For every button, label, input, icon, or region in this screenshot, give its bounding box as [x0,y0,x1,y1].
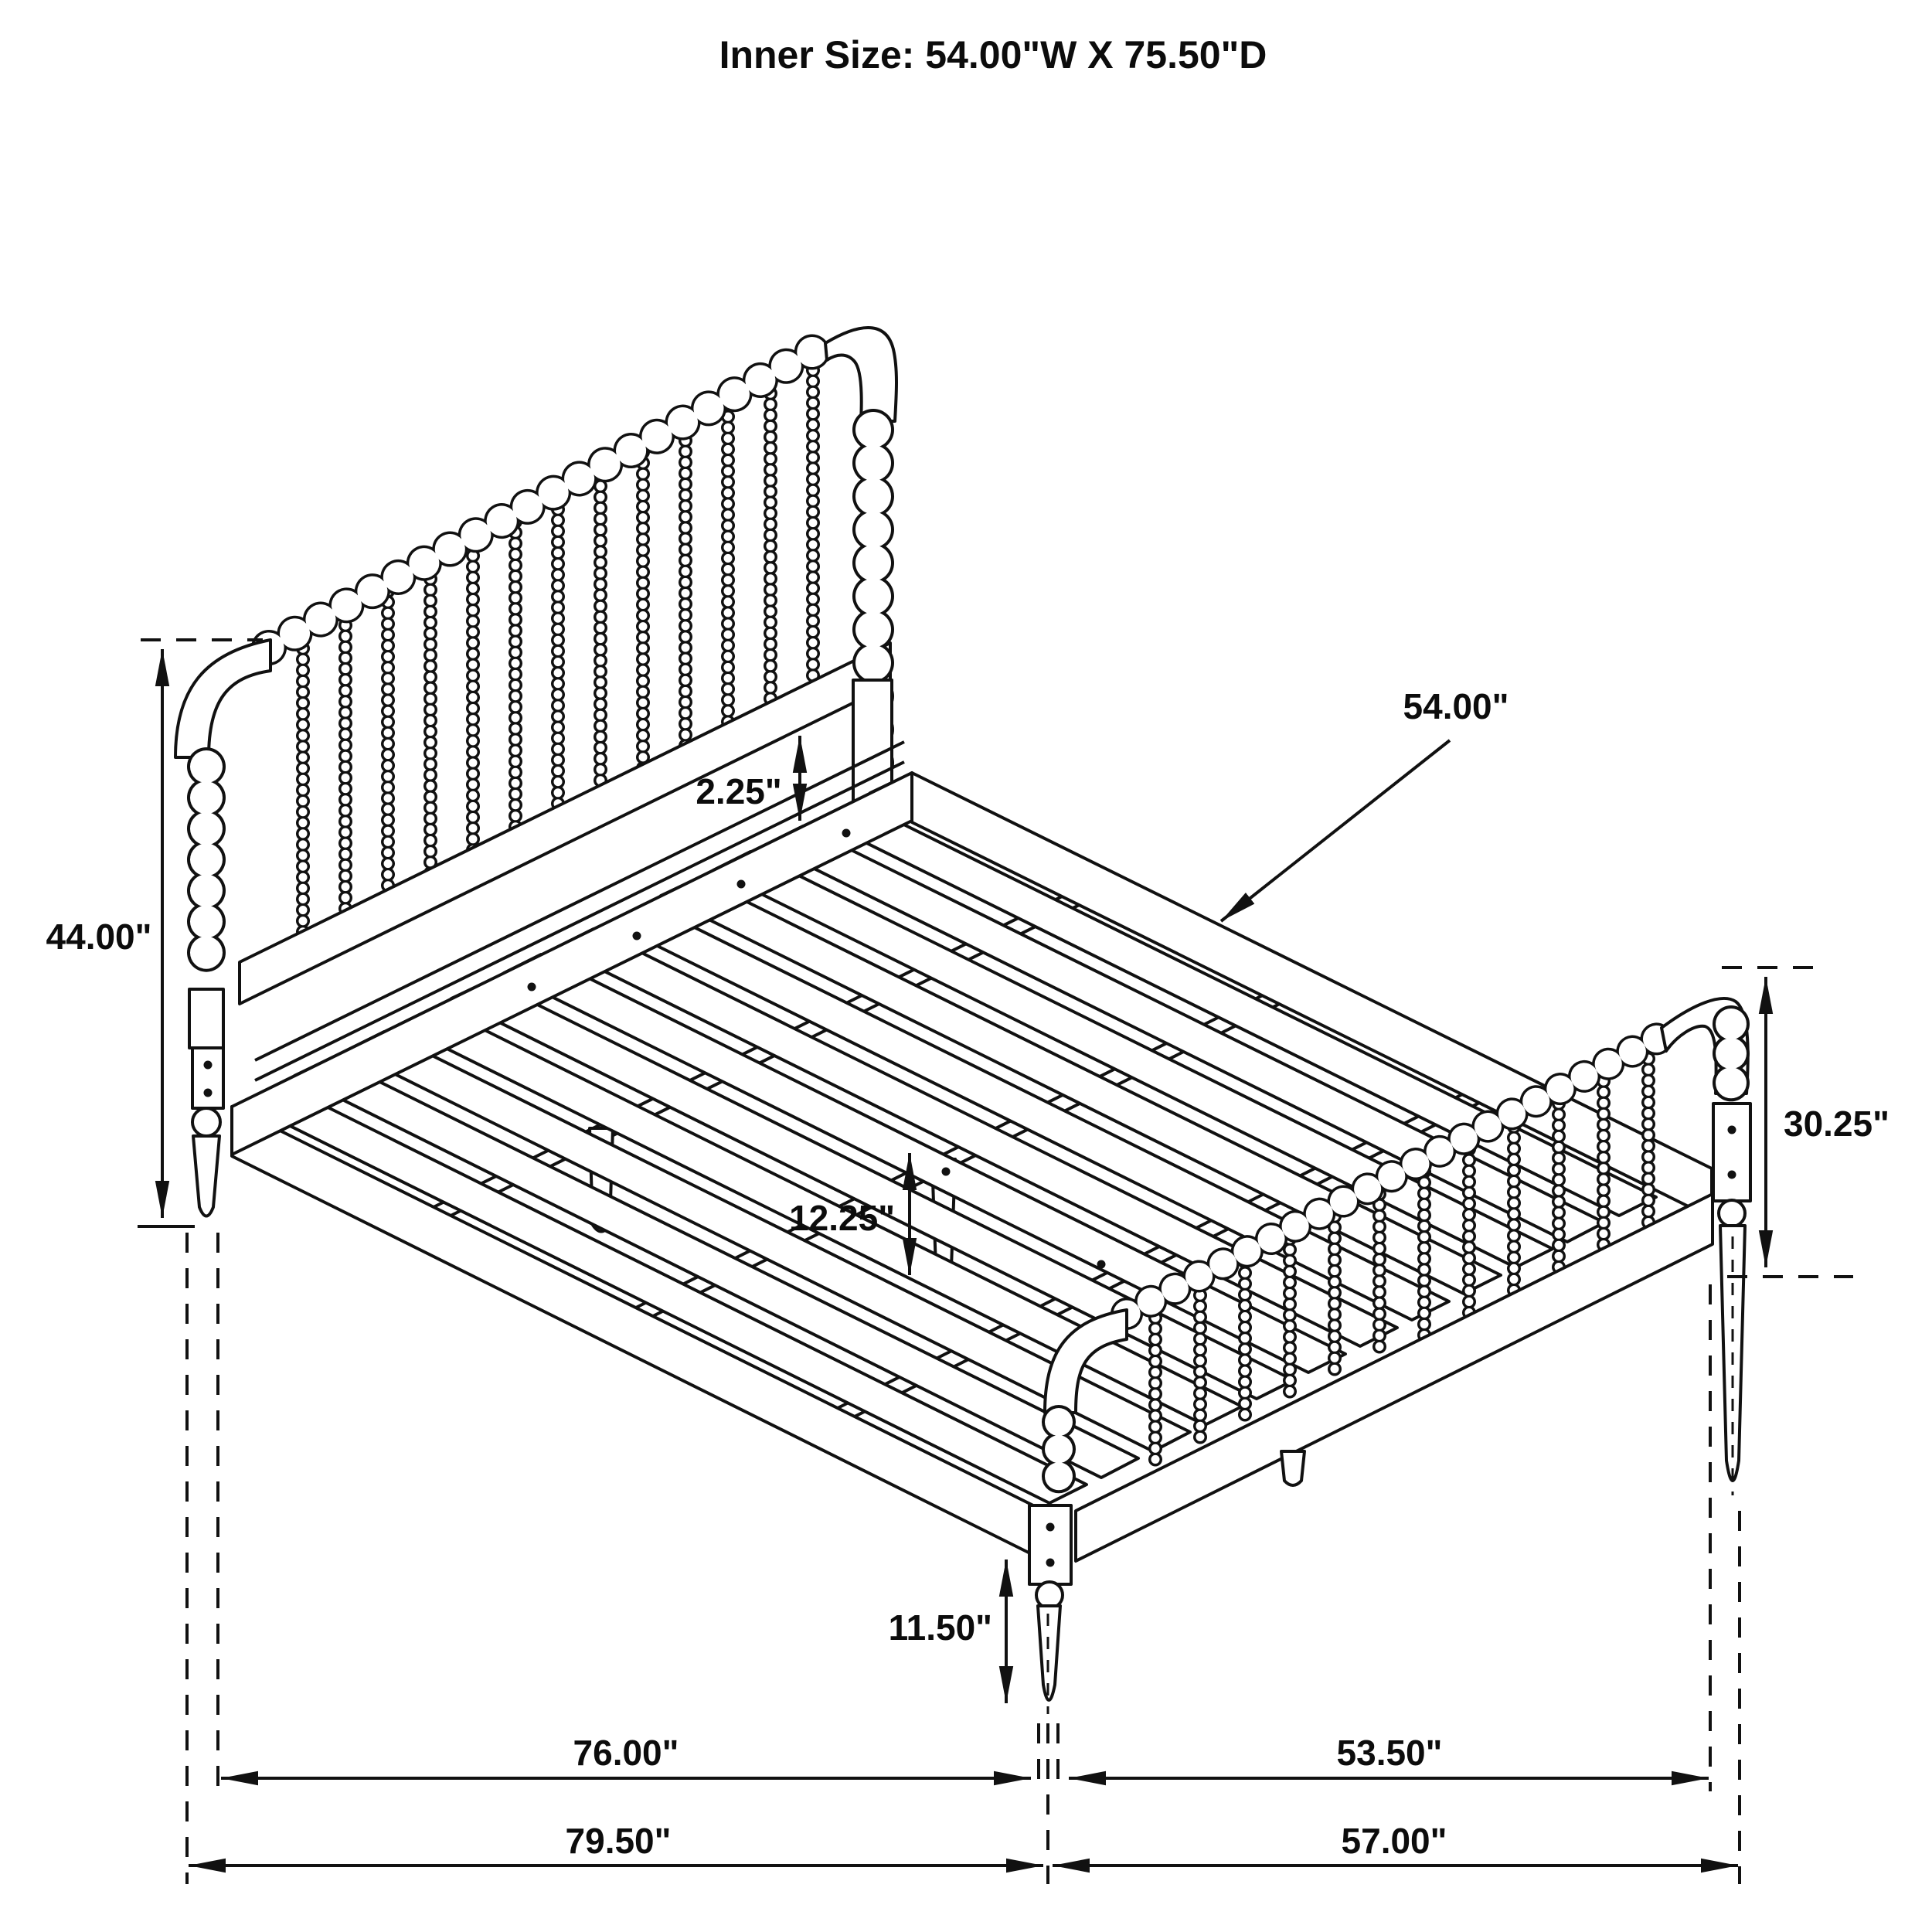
dim-inner-length [221,1733,1031,1778]
dim-leg-height-label: 11.50" [888,1607,992,1648]
dim-under-bed-clearance-label: 12.25" [789,1198,895,1238]
dim-slat-length [1221,686,1509,921]
headboard-left-leg [192,1048,223,1216]
dim-slat-thickness-label: 2.25" [696,771,782,811]
dim-slat-length-label: 54.00" [1403,686,1509,726]
dim-overall-length [189,1821,1043,1866]
dim-footboard-inner-width [1069,1733,1709,1778]
foot-rail-center-leg [1281,1451,1304,1485]
dim-headboard-height-label: 44.00" [46,917,152,957]
dim-leg-height [889,1560,1006,1703]
diagram-title: Inner Size: 54.00"W X 75.50"D [719,33,1267,77]
dim-headboard-height [46,640,263,1226]
dim-inner-length-label: 76.00" [573,1733,679,1773]
headboard-right-post [825,328,896,823]
dim-overall-length-label: 79.50" [565,1821,672,1861]
dim-overall-width [1053,1821,1738,1866]
dim-footboard-inner-width-label: 53.50" [1336,1733,1443,1773]
headboard-top-rail [269,343,828,648]
dim-overall-width-label: 57.00" [1341,1821,1447,1861]
dim-footboard-height-label: 30.25" [1784,1104,1889,1144]
bed-drawing [175,328,1750,1714]
